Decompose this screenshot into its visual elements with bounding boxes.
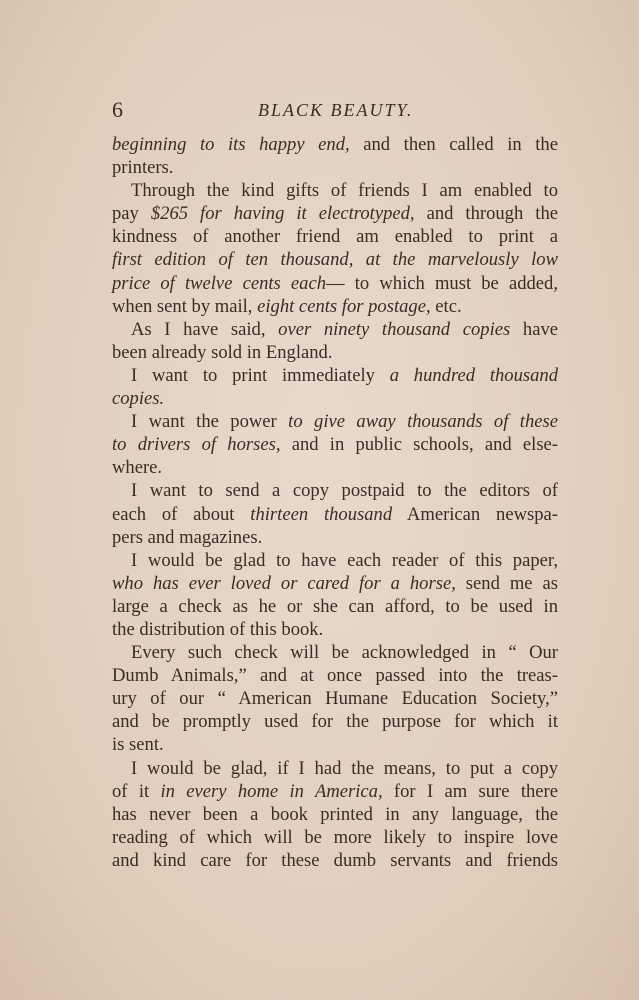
text-line	[112, 733, 558, 756]
text-run: of it	[112, 780, 161, 802]
text-run: As I have said,	[131, 318, 279, 340]
text-run: for I am sure there	[382, 780, 558, 802]
text-run: pay	[112, 203, 151, 225]
italic-text: over ninety thousand copies	[278, 318, 511, 340]
italic-text: first edition of ten thousand, at the marvelously low	[112, 249, 558, 271]
text-run: — to which must be added,	[326, 272, 558, 294]
text-line	[112, 757, 558, 780]
text-line	[112, 179, 558, 202]
text-line	[112, 341, 558, 364]
text-run: I would be glad, if I had the means, to put a copy	[131, 757, 558, 779]
text-run: send me as	[455, 572, 559, 594]
text-run: and then called in the	[349, 134, 558, 155]
italic-text: who has ever loved or cared for a horse,	[112, 572, 456, 594]
text-run: where.	[112, 457, 163, 479]
text-run: kindness of another friend am enabled to print a	[112, 226, 558, 248]
text-line	[112, 272, 558, 295]
italic-text: a hundred thousand	[389, 364, 558, 386]
page-header	[112, 96, 558, 124]
text-line	[112, 318, 558, 341]
italic-text: eight cents for postage,	[257, 295, 431, 317]
text-run: the distribution of this book.	[112, 618, 324, 640]
text-run: each of about	[112, 503, 251, 525]
body-text	[112, 133, 558, 872]
text-run: and through the	[414, 203, 558, 225]
text-run: Every such check will be acknowledged in “ Our	[131, 642, 558, 664]
text-run: Dumb Animals,” and at once passed into the treas-	[112, 665, 558, 687]
text-run: have	[510, 318, 558, 340]
text-run: and kind care for these dumb servants and friends	[112, 849, 558, 871]
text-run: and be promptly used for the purpose for which it	[112, 711, 558, 733]
text-line	[112, 618, 558, 641]
text-line	[112, 225, 558, 248]
text-line	[112, 364, 558, 387]
text-run: I want to send a copy postpaid to the editors of	[131, 480, 558, 502]
text-run: pers and magazines.	[112, 526, 263, 548]
text-run: has never been a book printed in any language, the	[112, 803, 558, 825]
text-line	[112, 156, 558, 179]
italic-text: thirteen thousand	[250, 503, 393, 525]
text-run: I want to print immediately	[131, 364, 390, 386]
text-line	[112, 687, 558, 710]
text-run: etc.	[430, 295, 462, 317]
text-run: I want the power	[131, 411, 289, 433]
text-run: when sent by mail,	[112, 295, 258, 317]
running-title: BLACK BEAUTY.	[258, 100, 414, 120]
text-line	[112, 803, 558, 826]
text-line	[112, 572, 558, 595]
text-line	[112, 295, 558, 318]
text-line	[112, 433, 558, 456]
italic-text: beginning to its happy end,	[112, 134, 350, 155]
text-line	[112, 526, 558, 549]
italic-text: $265 for having it electrotyped,	[150, 203, 415, 225]
text-line	[112, 479, 558, 502]
text-line	[112, 710, 558, 733]
text-line	[112, 826, 558, 849]
text-line	[112, 849, 558, 872]
page-number: 6	[112, 97, 123, 122]
text-run: and in public schools, and else-	[280, 434, 558, 456]
text-line	[112, 248, 558, 271]
text-line	[112, 549, 558, 572]
text-run: Through the kind gifts of friends I am enabled to	[131, 180, 558, 202]
text-line	[112, 503, 558, 526]
text-run: ury of our “ American Humane Education Society,”	[112, 688, 558, 710]
italic-text: to give away thousands of these	[288, 411, 558, 433]
text-run: large a check as he or she can afford, to be used in	[112, 595, 558, 617]
text-line	[112, 387, 558, 410]
text-run: printers.	[112, 157, 174, 179]
text-line	[112, 664, 558, 687]
text-line	[112, 641, 558, 664]
text-line	[112, 410, 558, 433]
italic-text: to drivers of horses,	[112, 434, 281, 456]
italic-text: price of twelve cents each	[112, 272, 327, 294]
text-run: I would be glad to have each reader of this paper,	[131, 549, 558, 571]
text-line	[112, 133, 558, 156]
text-line	[112, 780, 558, 803]
text-run: reading of which will be more likely to inspire love	[112, 826, 558, 848]
text-run: American newspa-	[392, 503, 558, 525]
italic-text: copies.	[112, 388, 165, 410]
italic-text: in every home in America,	[160, 780, 383, 802]
text-run: is sent.	[112, 734, 164, 756]
text-run: been already sold in England.	[112, 341, 333, 363]
text-line	[112, 456, 558, 479]
text-line	[112, 202, 558, 225]
text-line	[112, 595, 558, 618]
